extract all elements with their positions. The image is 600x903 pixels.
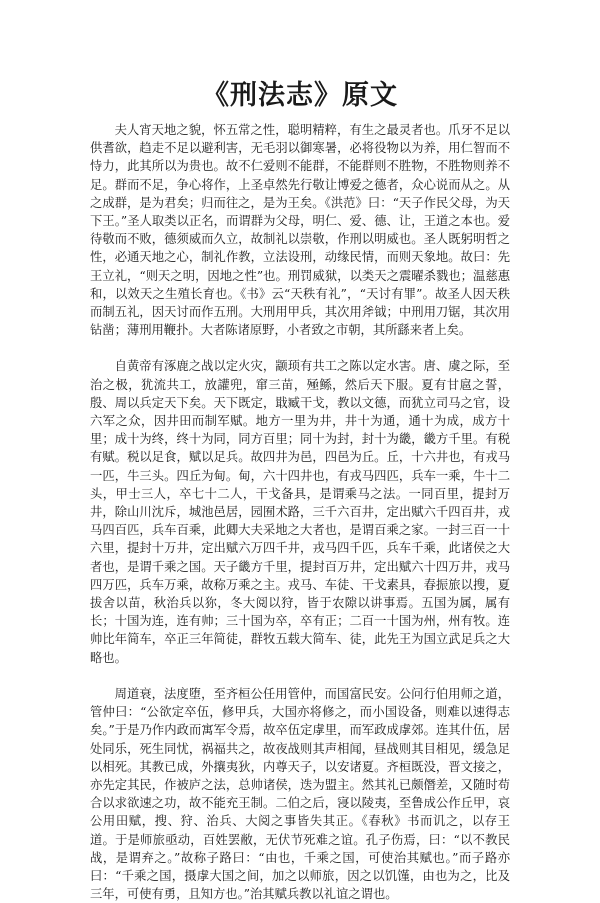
paragraph: 周道衰，法度堕，至齐桓公任用管仲，而国富民安。公问行伯用师之道，管仲曰：“公欲定卒伍，修甲兵，大国亦将修之，而小国设备，则难以速得志矣。”于是乃作内政而寓军令焉，故卒伍定虖里，而军政成虖郊。连其什伍，居处同乐，死生同忧，祸福共之，故夜战则其声相闻，昼战则其目相见，缓急足以相死。其教已成，外攘夷狄，内尊天子，以安诸夏。齐桓既没，晋文接之，亦先定其民，作被庐之法，总帅诸侯，迭为盟主。然其礼已颇僭差，又随时苟合以求欲速之功，故不能充王制。二伯之后，寖以陵夷，至鲁成公作丘甲，哀公用田赋，搜、狩、治兵、大阅之事皆失其正。《春秋》书而讥之，以存王道。于是师旅亟动，百姓罢敝，无伏节死难之谊。孔子伤焉，曰：“以不教民战，是谓弃之。”故称子路曰：“由也，千乘之国，可使治其赋也。”而子路亦曰：“千乘之国，摄虖大国之间，加之以师旅，因之以饥馑，由也为之，比及三年，可使有勇，且知方也。”治其赋兵教以礼谊之谓也。 — [90, 686, 510, 902]
document-title: 《刑法志》原文 — [202, 80, 398, 111]
document-body — [90, 121, 510, 903]
paragraph: 夫人宵天地之貌，怀五常之性，聪明精粹，有生之最灵者也。爪牙不足以供耆欲，趋走不足以避利害，无毛羽以御寒暑，必将役物以为养，用仁智而不恃力，此其所以为贵也。故不仁爱则不能群，不能群则不胜物，不胜物则养不足。群而不足，争心将作，上圣卓然先行敬让博爱之德者，众心说而从之。从之成群，是为君矣；归而往之，是为王矣。《洪范》曰：“天子作民父母，为天下王。”圣人取类以正名，而谓群为父母，明仁、爱、德、让，王道之本也。爱待敬而不败，德须威而久立，故制礼以崇敬，作刑以明威也。圣人既躬明哲之性，必通天地之心，制礼作教，立法设刑，动缘民情，而则天象地。故曰：先王立礼，“则天之明，因地之性”也。刑罚威狱，以类天之震曜杀戮也；温慈惠和，以效天之生殖长育也。《书》云“天秩有礼”，“天讨有罪”。故圣人因天秩而制五礼，因天讨而作五刑。大刑用甲兵，其次用斧钺；中刑用刀锯，其次用钻凿；薄刑用鞭扑。大者陈诸原野，小者致之市朝，其所繇来者上矣。 — [90, 123, 510, 338]
paragraph: 自黄帝有涿鹿之战以定火灾，颛顼有共工之陈以定水害。唐、虞之际，至治之极，犹流共工，放讙兜，窜三苗，殛鲧，然后天下服。夏有甘扈之誓，殷、周以兵定天下矣。天下既定，戢臧干戈，教以文德，而犹立司马之官，设六军之众，因井田而制军赋。地方一里为井，井十为通，通十为成，成方十里；成十为终，终十为同，同方百里；同十为封，封十为畿，畿方千里。有税有赋。税以足食，赋以足兵。故四井为邑，四邑为丘。丘，十六井也，有戎马一匹，牛三头。四丘为甸。甸，六十四井也，有戎马四匹，兵车一乘，牛十二头，甲士三人，卒七十二人，干戈备具，是谓乘马之法。一同百里，提封万井，除山川沈斥，城池邑居，园囿术路，三千六百井，定出赋六千四百井，戎马四百匹，兵车百乘，此卿大夫采地之大者也，是谓百乘之家。一封三百一十六里，提封十万井，定出赋六万四千井，戎马四千匹，兵车千乘，此诸侯之大者也，是谓千乘之国。天子畿方千里，提封百万井，定出赋六十四万井，戎马四万匹，兵车万乘，故称万乘之主。戎马、车徒、干戈素具，春振旅以搜，夏拔舍以苗，秋治兵以狝，冬大阅以狩，皆于农隙以讲事焉。五国为属，属有长；十国为连，连有帅；三十国为卒，卒有正；二百一十国为州，州有牧。连帅比年简车，卒正三年简徒，群牧五载大简车、徒，此先王为国立武足兵之大略也。 — [90, 359, 510, 665]
